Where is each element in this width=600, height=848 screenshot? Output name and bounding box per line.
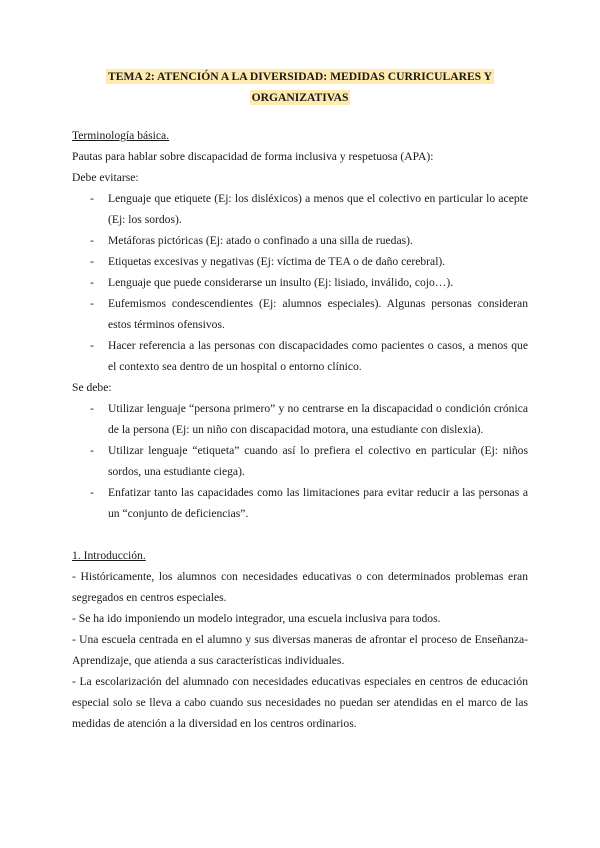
list-item: - Enfatizar tanto las capacidades como las limitaciones para evitar reducir a las personas a un “conjunto de deficiencias”. bbox=[72, 482, 528, 524]
dash-marker: - bbox=[90, 486, 94, 499]
intro-paragraph: - La escolarización del alumnado con necesidades educativas especiales en centros de educación especial solo se lleva a cabo cuando sus necesidades no puedan ser atendidas en el marco de las medidas de atención a la diversidad en los centros ordinarios. bbox=[72, 675, 528, 730]
intro-paragraph: - Una escuela centrada en el alumno y sus diversas maneras de afrontar el proceso de Enseñanza-Aprendizaje, que atienda a sus características individuales. bbox=[72, 633, 528, 667]
section-heading-introduction: 1. Introducción. bbox=[72, 549, 146, 562]
intro-paragraph: - Se ha ido imponiendo un modelo integrador, una escuela inclusiva para todos. bbox=[72, 612, 441, 625]
dash-marker: - bbox=[90, 276, 94, 289]
document-title bbox=[72, 66, 528, 108]
dash-marker: - bbox=[90, 234, 94, 247]
dash-marker: - bbox=[90, 444, 94, 457]
list-item: - Eufemismos condescendientes (Ej: alumnos especiales). Algunas personas consideran estos términos ofensivos. bbox=[72, 293, 528, 335]
intro-paragraph: - Históricamente, los alumnos con necesidades educativas o con determinados problemas eran segregados en centros especiales. bbox=[72, 570, 528, 604]
list-item: - Etiquetas excesivas y negativas (Ej: víctima de TEA o de daño cerebral). bbox=[72, 251, 528, 272]
dash-marker: - bbox=[90, 255, 94, 268]
section-spacer bbox=[72, 524, 528, 545]
list-item: - Lenguaje que puede considerarse un insulto (Ej: lisiado, inválido, cojo…). bbox=[72, 272, 528, 293]
dash-marker: - bbox=[90, 297, 94, 310]
avoid-list bbox=[72, 188, 528, 377]
title-line-1: TEMA 2: ATENCIÓN A LA DIVERSIDAD: MEDIDAS CURRICULARES Y bbox=[108, 70, 492, 83]
section-heading-terminology: Terminología básica. bbox=[72, 129, 170, 142]
section-intro: Pautas para hablar sobre discapacidad de forma inclusiva y respetuosa (APA): bbox=[72, 150, 434, 163]
title-line-2: ORGANIZATIVAS bbox=[251, 91, 349, 104]
dash-marker: - bbox=[90, 192, 94, 205]
list-item: - Utilizar lenguaje “etiqueta” cuando así lo prefiera el colectivo en particular (Ej: niños sordos, una estudiante ciega). bbox=[72, 440, 528, 482]
list-item: - Hacer referencia a las personas con discapacidades como pacientes o casos, a menos que el contexto sea dentro de un hospital o entorno clínico. bbox=[72, 335, 528, 377]
do-list bbox=[72, 398, 528, 524]
list-item: - Metáforas pictóricas (Ej: atado o confinado a una silla de ruedas). bbox=[72, 230, 528, 251]
dash-marker: - bbox=[90, 402, 94, 415]
list-item: - Lenguaje que etiquete (Ej: los disléxicos) a menos que el colectivo en particular lo acepte (Ej: los sordos). bbox=[72, 188, 528, 230]
avoid-label: Debe evitarse: bbox=[72, 171, 139, 184]
do-label: Se debe: bbox=[72, 381, 112, 394]
list-item: - Utilizar lenguaje “persona primero” y no centrarse en la discapacidad o condición crónica de la persona (Ej: un niño con discapacidad motora, una estudiante con dislexia). bbox=[72, 398, 528, 440]
dash-marker: - bbox=[90, 339, 94, 352]
